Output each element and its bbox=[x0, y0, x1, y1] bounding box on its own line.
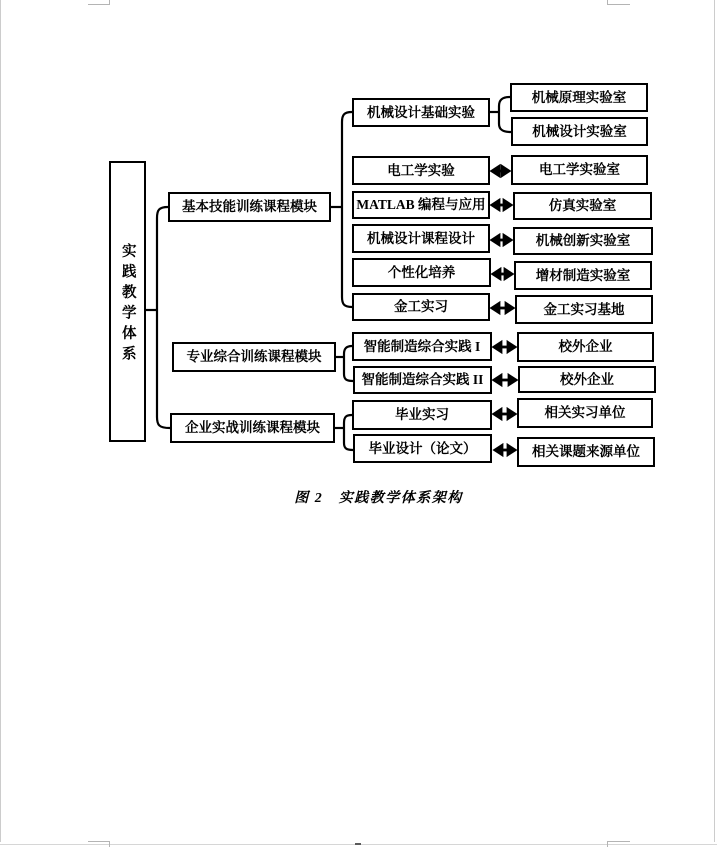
site-label: 校外企业 bbox=[560, 371, 614, 387]
course-box-graduation-internship bbox=[352, 400, 492, 430]
course-label: 个性化培养 bbox=[387, 264, 456, 280]
root-box-label: 实践教学体系 bbox=[119, 243, 136, 366]
double-arrow-icon bbox=[494, 410, 515, 419]
site-box-internship-units bbox=[517, 398, 653, 428]
course-label: MATLAB 编程与应用 bbox=[356, 197, 486, 213]
double-arrow-icon bbox=[495, 446, 515, 455]
course-box-mechanical-design-basics bbox=[352, 98, 490, 127]
site-box-metalworking-base bbox=[515, 295, 653, 324]
course-box-intelligent-manufacturing-2 bbox=[353, 366, 492, 394]
course-label: 金工实习 bbox=[394, 299, 448, 315]
course-box-intelligent-manufacturing-1 bbox=[352, 332, 492, 361]
module-box-professional-comprehensive bbox=[172, 342, 336, 372]
module-label: 企业实战训练课程模块 bbox=[185, 420, 320, 436]
site-box-mechanical-design-lab bbox=[511, 117, 648, 146]
course-label: 毕业实习 bbox=[395, 407, 449, 423]
connector-root-bracket bbox=[157, 207, 170, 428]
course-label: 毕业设计（论文） bbox=[368, 440, 477, 456]
site-box-simulation-lab bbox=[513, 192, 652, 220]
double-arrow-icon bbox=[494, 376, 516, 385]
course-box-electrical-engineering bbox=[352, 156, 490, 185]
course-label: 机械设计基础实验 bbox=[367, 104, 475, 120]
site-box-additive-manufacturing-lab bbox=[514, 261, 652, 290]
course-label: 机械设计课程设计 bbox=[367, 230, 475, 246]
double-arrow-icon bbox=[492, 167, 509, 176]
module-label: 专业综合训练课程模块 bbox=[186, 349, 322, 365]
module-box-enterprise-practice bbox=[170, 413, 335, 443]
course-box-mechanical-course-design bbox=[352, 224, 490, 253]
site-label: 电工学实验室 bbox=[539, 162, 620, 178]
site-label: 机械创新实验室 bbox=[535, 233, 631, 249]
site-label: 机械原理实验室 bbox=[531, 89, 627, 105]
module-label: 基本技能训练课程模块 bbox=[182, 199, 317, 215]
course-box-matlab bbox=[352, 191, 490, 219]
site-label: 增材制造实验室 bbox=[535, 267, 631, 283]
site-box-external-enterprise-1 bbox=[517, 332, 654, 362]
double-arrow-icon bbox=[492, 236, 511, 245]
site-label: 机械设计实验室 bbox=[532, 123, 627, 139]
site-label: 相关课题来源单位 bbox=[532, 444, 640, 460]
site-label: 相关实习单位 bbox=[544, 405, 626, 421]
course-label: 电工学实验 bbox=[387, 162, 455, 178]
course-box-graduation-thesis bbox=[353, 434, 492, 463]
course-box-personalized-training bbox=[352, 258, 491, 287]
figure-caption: 图 2 实践教学体系架构 bbox=[294, 491, 463, 506]
root-box-practice-teaching-system bbox=[109, 161, 146, 442]
double-arrow-icon bbox=[492, 201, 511, 210]
course-label: 智能制造综合实践 II bbox=[361, 372, 484, 388]
site-box-external-enterprise-2 bbox=[518, 366, 656, 393]
site-label: 校外企业 bbox=[558, 339, 613, 355]
site-label: 金工实习基地 bbox=[543, 301, 625, 317]
course-label: 智能制造综合实践 I bbox=[363, 338, 481, 354]
module-box-basic-skills bbox=[168, 192, 331, 222]
site-label: 仿真实验室 bbox=[548, 198, 617, 214]
double-arrow-icon bbox=[493, 270, 512, 279]
site-box-mechanism-principle-lab bbox=[510, 83, 648, 112]
site-box-electrical-lab bbox=[511, 155, 648, 185]
course-box-metalworking-practice bbox=[352, 293, 490, 321]
site-box-mechanical-innovation-lab bbox=[513, 227, 653, 255]
site-box-topic-source-units bbox=[517, 437, 655, 467]
double-arrow-icon bbox=[492, 304, 513, 313]
double-arrow-icon bbox=[494, 343, 515, 352]
connector-module1-bracket bbox=[342, 112, 352, 307]
